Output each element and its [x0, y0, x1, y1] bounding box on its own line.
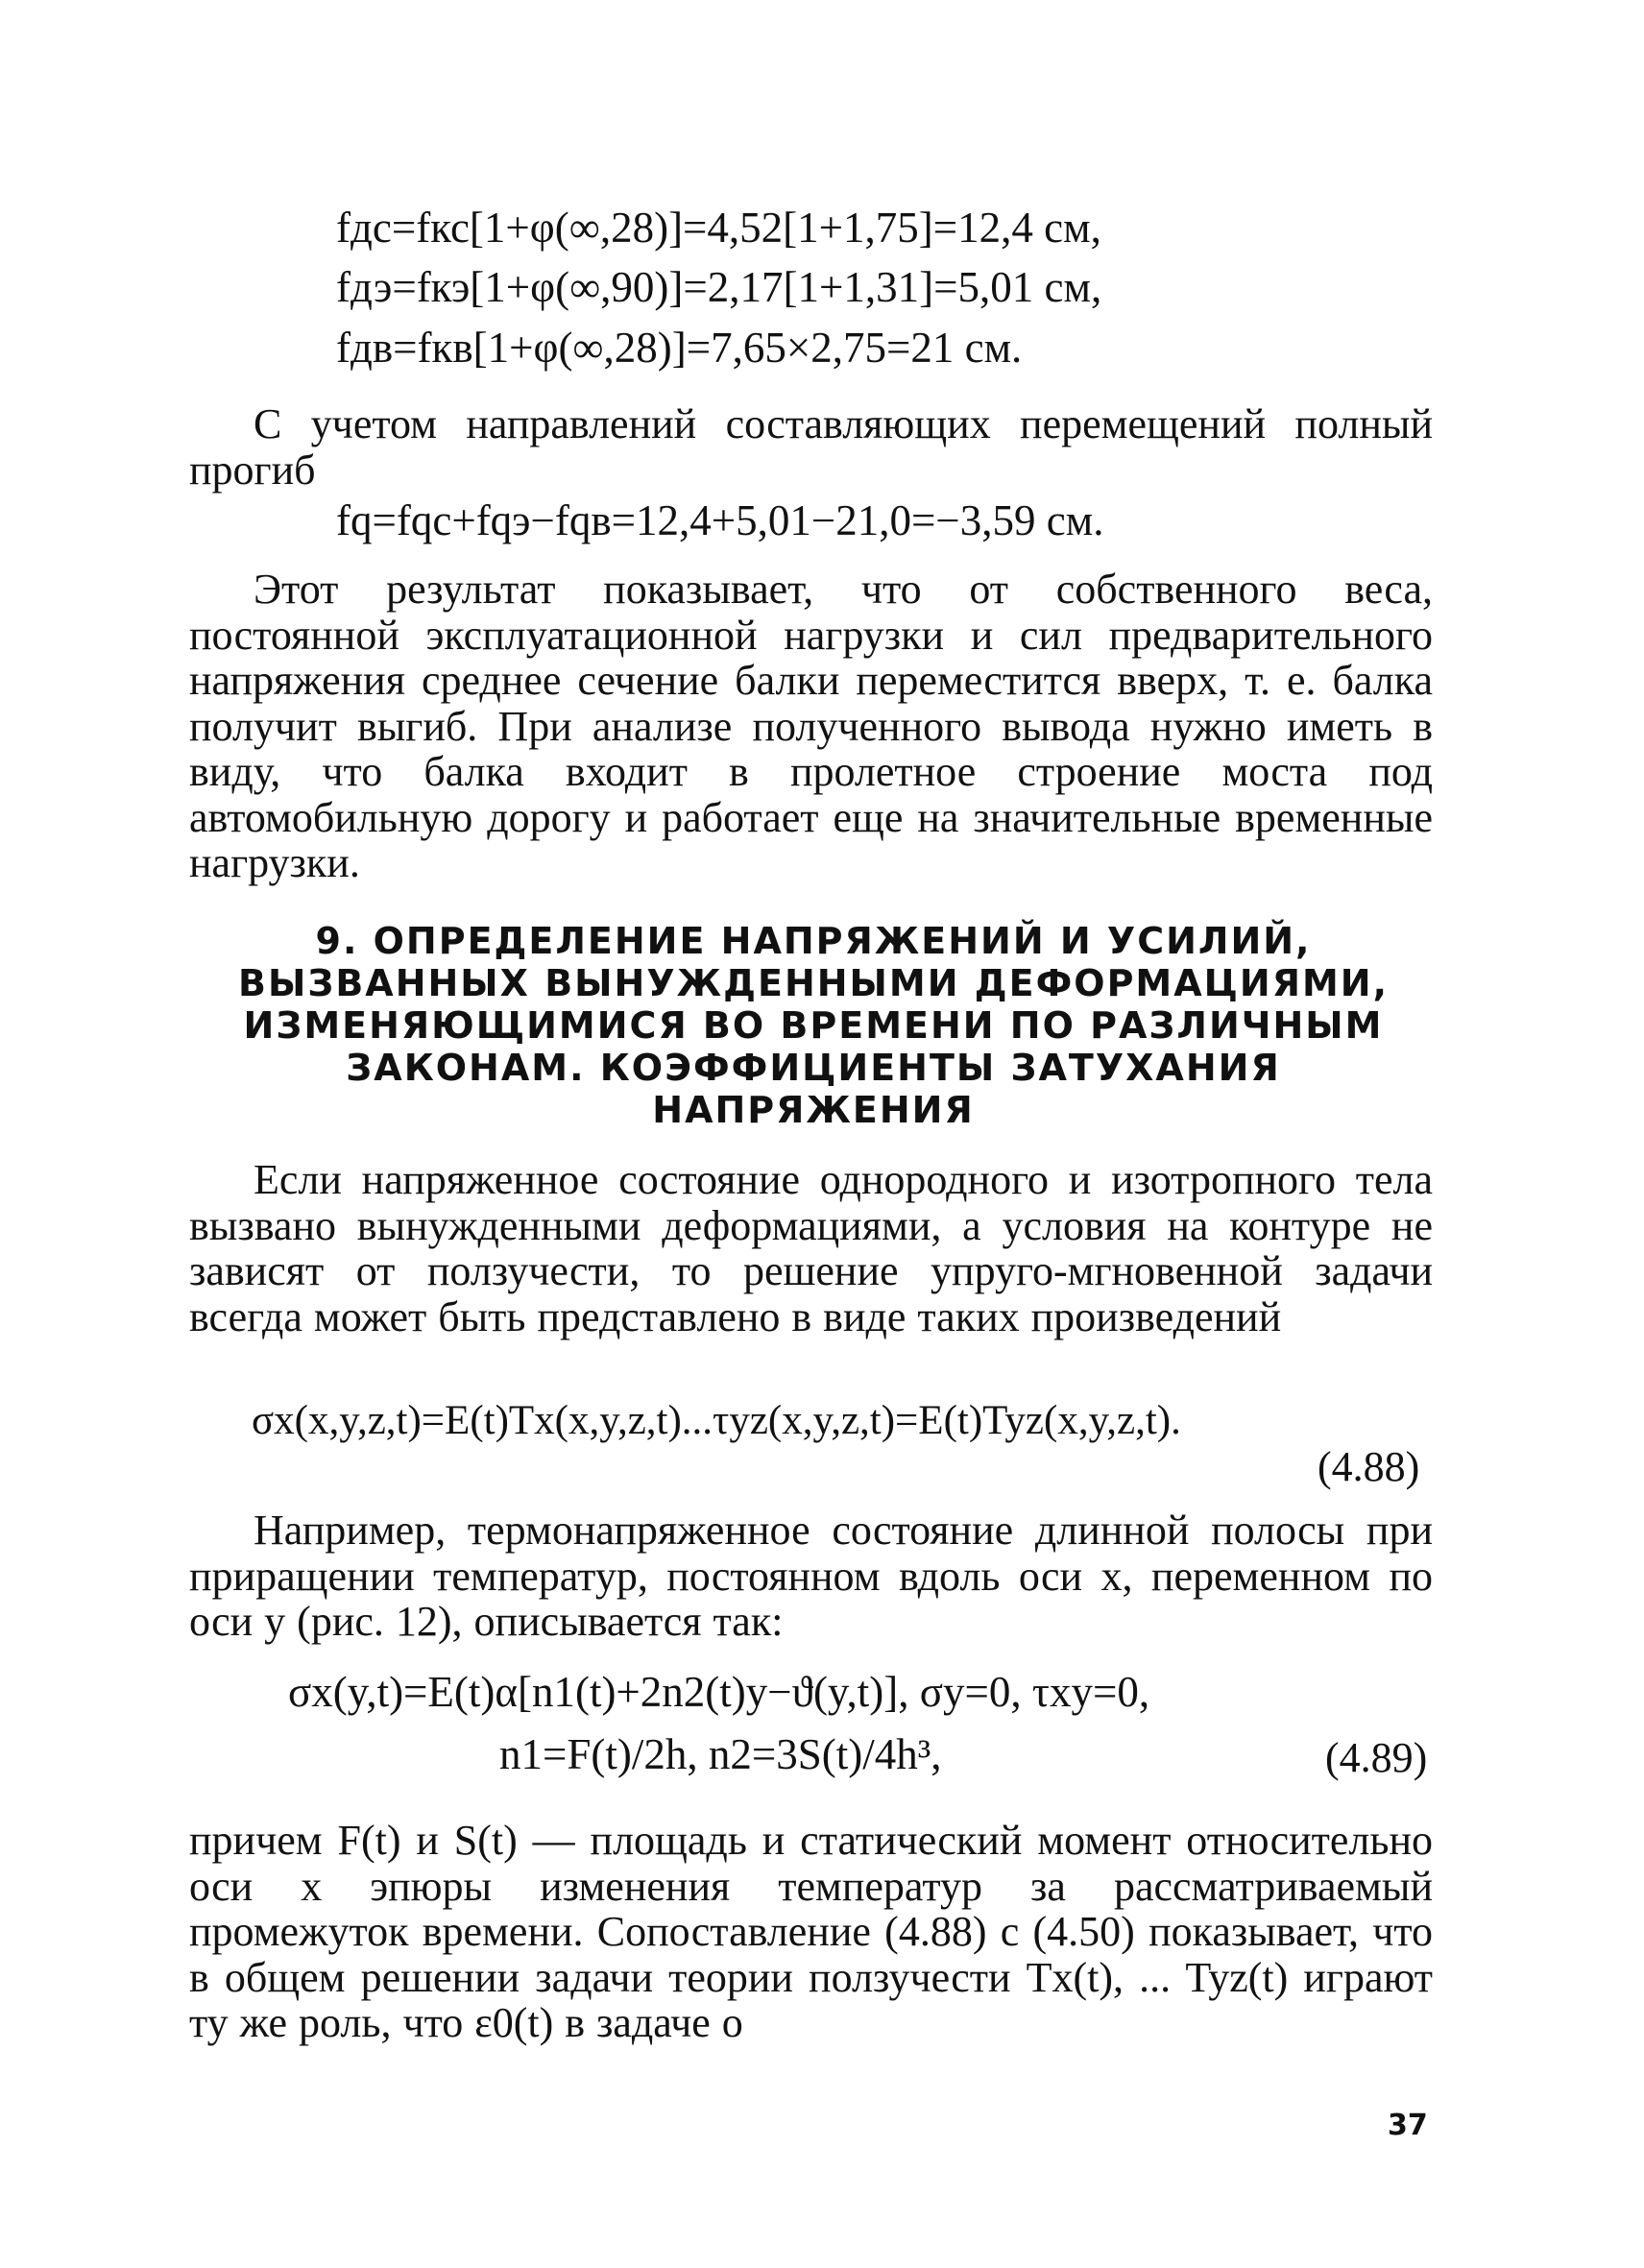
heading-line-4: ЗАКОНАМ. КОЭФФИЦИЕНТЫ ЗАТУХАНИЯ — [346, 1047, 1281, 1089]
paragraph-total-deflection: С учетом направлений составляющих перемещений полный прогиб — [189, 400, 1433, 494]
equation-4-89-line-2 — [499, 1730, 942, 1778]
equation-4-88-text: σx(x,y,z,t)=E(t)Tx(x,y,z,t)...τyz(x,y,z,t)=E(t)Tyz(x,y,z,t). — [252, 1398, 1181, 1443]
equation-f-dc-text: fдс=fкс[1+φ(∞,28)]=4,52[1+1,75]=12,4 см, — [336, 204, 1101, 252]
equation-number-4-89: (4.89) — [1325, 1734, 1428, 1781]
equation-f-de — [336, 263, 1102, 311]
equation-4-89-line-1 — [288, 1668, 1150, 1716]
paragraph-result: Этот результат показывает, что от собственного веса, постоянной эксплуатационной нагрузки и сил предварительного напряжения среднее сечение балки переместится вверх, т. е. балка получит выгиб. При анализе полученного вывода нужно иметь в виду, что балка входит в пролетное строение моста под автомобильную дорогу и работает еще на значительные временные нагрузки. — [189, 566, 1433, 886]
paragraph-forced-deformations: Если напряженное состояние однородного и изотропного тела вызвано вынужденными деформациями, а условия на контуре не зависят от ползучести, то решение упруго-мгновенной задачи всегда может быть представлено в виде таких произведений — [189, 1156, 1433, 1340]
equation-f-q-text: fq=fqc+fqэ−fqв=12,4+5,01−21,0=−3,59 см. — [336, 496, 1104, 544]
equation-f-dc — [336, 206, 1101, 250]
heading-line-3: ИЗМЕНЯЮЩИМИСЯ ВО ВРЕМЕНИ ПО РАЗЛИЧНЫМ — [243, 1004, 1384, 1047]
equation-4-89-line-2-text: n1=F(t)/2h, n2=3S(t)/4h³, — [499, 1730, 942, 1778]
equation-4-89-line-1-text: σx(y,t)=E(t)α[n1(t)+2n2(t)y−ϑ(y,t)], σy=0, τxy=0, — [288, 1668, 1150, 1716]
paragraph-example: Например, термонапряженное состояние длинной полосы при приращении температур, постоянном вдоль оси x, переменном по оси y (рис. 12), описывается так: — [189, 1507, 1433, 1645]
equation-f-de-text: fдэ=fкэ[1+φ(∞,90)]=2,17[1+1,31]=5,01 см, — [336, 263, 1102, 311]
equation-number-4-88: (4.88) — [1318, 1443, 1420, 1490]
heading-line-5: НАПРЯЖЕНИЯ — [652, 1089, 975, 1131]
page-number: 37 — [1388, 2109, 1428, 2142]
equation-f-dv-text: fдв=fкв[1+φ(∞,28)]=7,65×2,75=21 см. — [336, 324, 1023, 372]
paragraph-comparison: причем F(t) и S(t) — площадь и статический момент относительно оси x эпюры изменения температур за рассматриваемый промежуток времени. Сопоставление (4.88) с (4.50) показывает, что в общем решении задачи теории ползучести Tx(t), ... Tyz(t) играют ту же роль, что ε0(t) в задаче о — [189, 1817, 1433, 2046]
equation-f-q — [336, 496, 1104, 544]
heading-line-1: 9. ОПРЕДЕЛЕНИЕ НАПРЯЖЕНИЙ И УСИЛИЙ, — [315, 920, 1312, 962]
section-heading — [189, 920, 1438, 1131]
equation-4-88 — [252, 1400, 1181, 1441]
equation-f-dv — [336, 326, 1022, 370]
heading-line-2: ВЫЗВАННЫХ ВЫНУЖДЕННЫМИ ДЕФОРМАЦИЯМИ, — [237, 962, 1390, 1004]
